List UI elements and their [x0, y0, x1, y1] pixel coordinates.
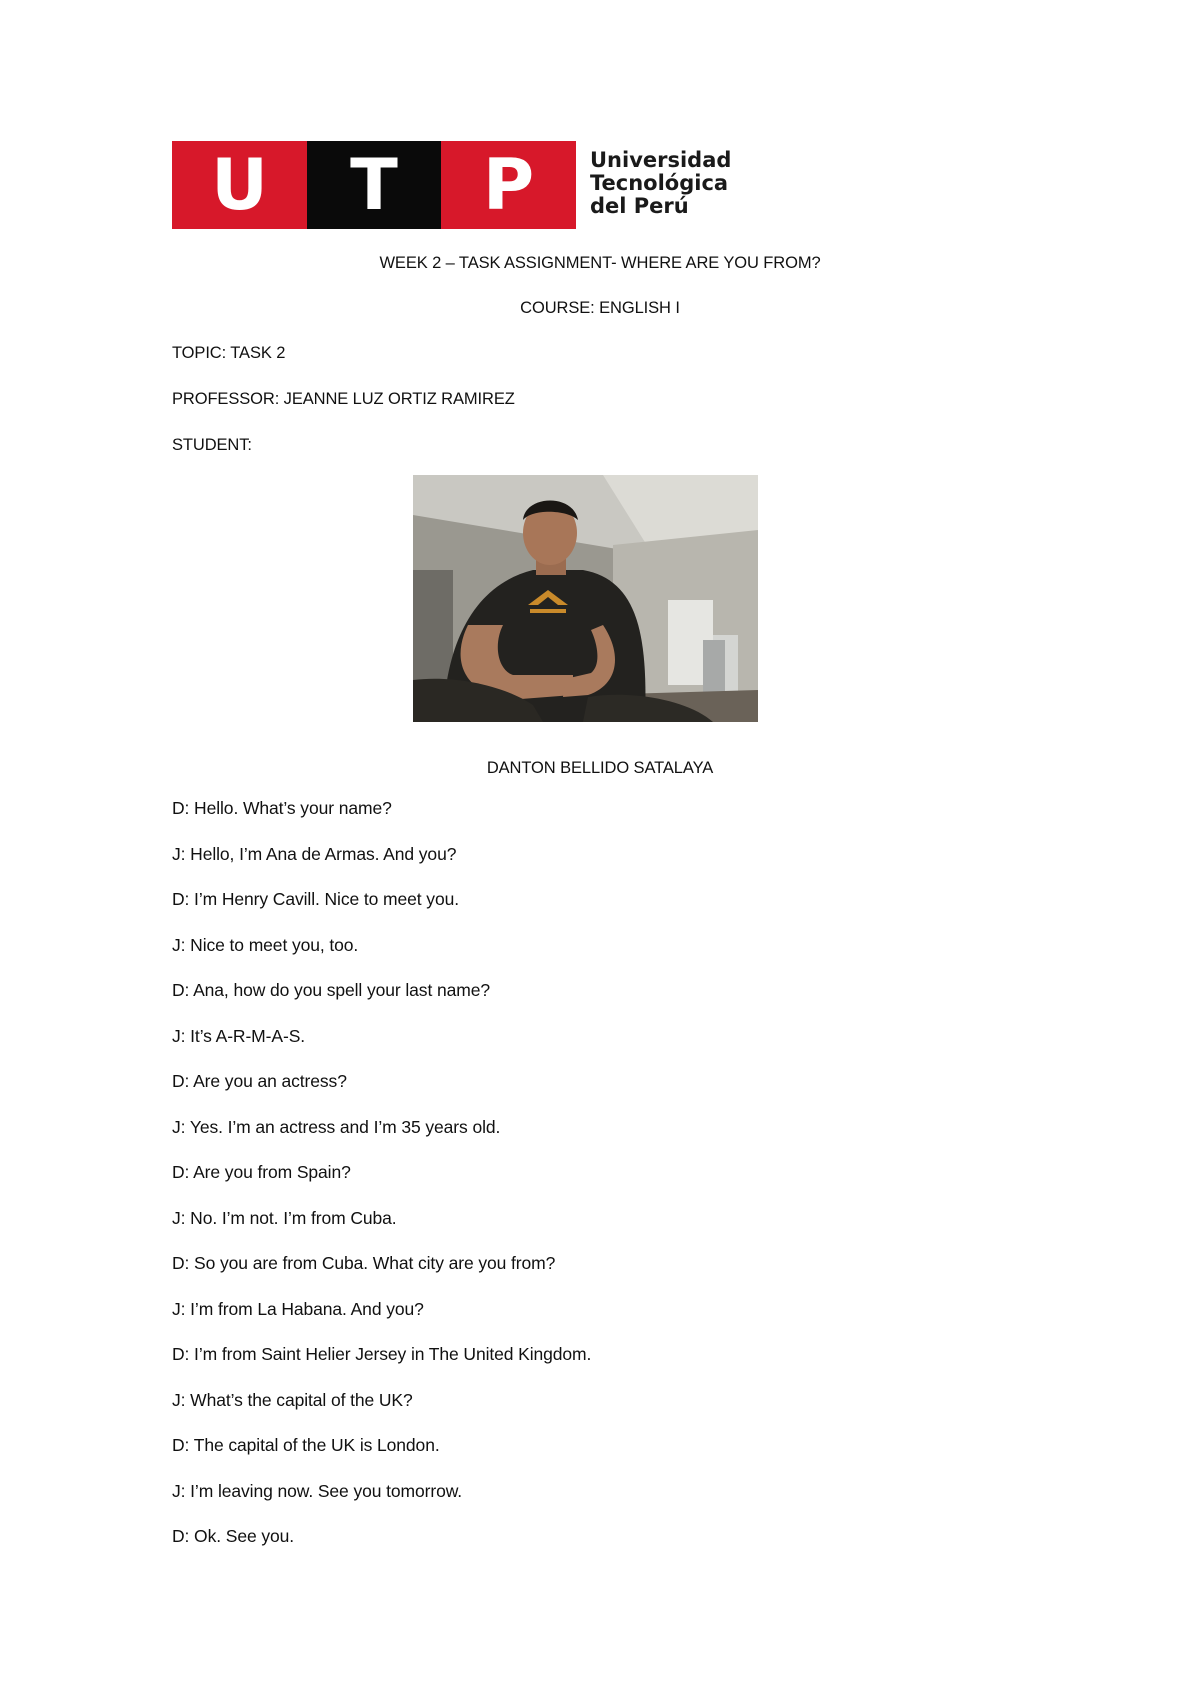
logo-letter-p: P [441, 141, 576, 229]
dialogue-line: J: I’m leaving now. See you tomorrow. [172, 1480, 463, 1501]
dialogue-line: D: Ana, how do you spell your last name? [172, 980, 490, 1000]
utp-logo [172, 141, 772, 229]
student-name: DANTON BELLIDO SATALAYA [486, 759, 714, 777]
dialogue-line: D: Hello. What’s your name? [172, 798, 392, 818]
dialogue [172, 798, 1072, 1572]
logo-letter-u: U [172, 141, 307, 229]
assignment-title: WEEK 2 – TASK ASSIGNMENT- WHERE ARE YOU FROM? [379, 254, 821, 272]
logo-letter-t: T [307, 141, 441, 229]
dialogue-line: D: I’m Henry Cavill. Nice to meet you. [172, 889, 459, 909]
logo-name-line: Tecnológica [590, 171, 729, 195]
dialogue-line: J: I’m from La Habana. And you? [172, 1298, 424, 1319]
dialogue-line: D: I’m from Saint Helier Jersey in The United Kingdom. [172, 1344, 592, 1364]
dialogue-line: D: Are you from Spain? [172, 1162, 351, 1182]
logo-university-name [590, 149, 790, 218]
logo-name-line: del Perú [590, 194, 689, 218]
logo-name-line: Universidad [590, 148, 732, 172]
dialogue-line: J: What’s the capital of the UK? [172, 1389, 413, 1410]
dialogue-line: J: It’s A-R-M-A-S. [172, 1025, 306, 1046]
dialogue-line: D: The capital of the UK is London. [172, 1435, 440, 1455]
topic-line: TOPIC: TASK 2 [172, 344, 286, 362]
dialogue-line: D: So you are from Cuba. What city are you from? [172, 1253, 556, 1273]
dialogue-line: D: Ok. See you. [172, 1526, 295, 1546]
student-photo [413, 475, 758, 722]
dialogue-line: J: Nice to meet you, too. [172, 934, 359, 955]
course-line: COURSE: ENGLISH I [520, 299, 680, 317]
dialogue-line: D: Are you an actress? [172, 1071, 347, 1091]
dialogue-line: J: No. I’m not. I’m from Cuba. [172, 1207, 397, 1228]
professor-line: PROFESSOR: JEANNE LUZ ORTIZ RAMIREZ [172, 390, 515, 408]
dialogue-line: J: Hello, I’m Ana de Armas. And you? [172, 843, 457, 864]
student-label: STUDENT: [172, 436, 252, 454]
dialogue-line: J: Yes. I’m an actress and I’m 35 years old. [172, 1116, 501, 1137]
